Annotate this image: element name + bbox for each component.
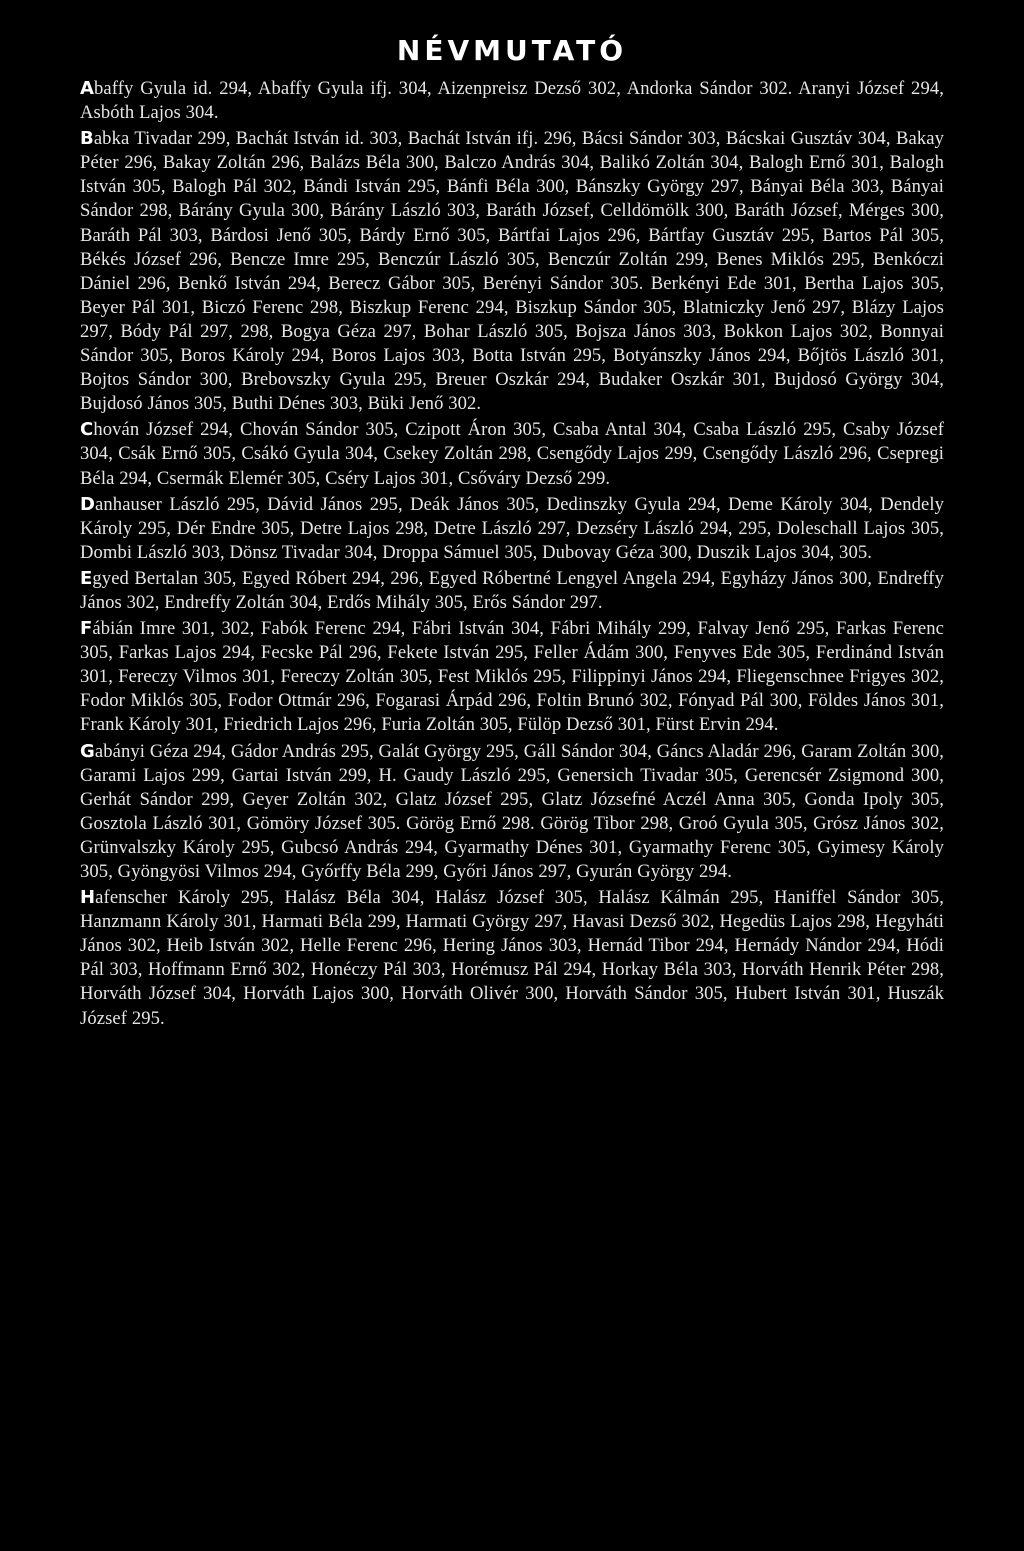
section-text: afenscher Károly 295, Halász Béla 304, Halász József 305, Halász Kálmán 295, Haniffel Sándor 305, Hanzmann Károly 301, Harmati Béla 299, Harmati György 297, Havasi Dezső 302, Hegedüs Lajos 298, Hegyháti János 302, Heib István 302, Helle Ferenc 296, Hering János 303, Hernád Tibor 294, Hernády Nándor 294, Hódi Pál 303, Hoffmann Ernő 302, Honéczy Pál 303, Horémusz Pál 294, Horkay Béla 303, Horváth Henrik Péter 298, Horváth József 304, Horváth Lajos 300, Horváth Olivér 300, Horváth Sándor 305, Hubert István 301, Huszák József 295. (80, 887, 944, 1029)
section-text: anhauser László 295, Dávid János 295, Deák János 305, Dedinszky Gyula 294, Deme Károly 304, Dendely Károly 295, Dér Endre 305, Detre Lajos 298, Detre László 297, Dezséry László 294, 295, Doleschall Lajos 305, Dombi László 303, Dönsz Tivadar 304, Droppa Sámuel 305, Dubovay Géza 300, Duszik Lajos 304, 305. (80, 493, 944, 563)
section-text: abányi Géza 294, Gádor András 295, Galát György 295, Gáll Sándor 304, Gáncs Aladár 296, Garam Zoltán 300, Garami Lajos 299, Gartai István 299, H. Gaudy László 295, Genersich Tivadar 305, Gerencsér Zsigmond 300, Gerhát Sándor 299, Geyer Zoltán 302, Glatz József 295, Glatz Józsefné Aczél Anna 305, Gonda Ipoly 305, Gosztola László 301, Gömöry József 305. Görög Ernő 298. Görög Tibor 298, Groó Gyula 305, Grósz János 302, Grünvalszky Károly 295, Gubcsó András 294, Gyarmathy Dénes 301, Gyarmathy Ferenc 305, Gyimesy Károly 305, Gyöngyösi Vilmos 294, Győrffy Béla 299, Győri János 297, Gyurán György 294. (80, 740, 944, 882)
index-entries (80, 77, 944, 1031)
section-letter: B (80, 128, 94, 150)
section-letter: H (80, 887, 96, 909)
section-text: abka Tivadar 299, Bachát István id. 303, Bachát István ifj. 296, Bácsi Sándor 303, Bácskai Gusztáv 304, Bakay Péter 296, Bakay Zoltán 296, Balázs Béla 300, Balczo András 304, Balikó Zoltán 304, Balogh Ernő 301, Balogh István 305, Balogh Pál 302, Bándi István 295, Bánfi Béla 300, Bánszky György 297, Bányai Béla 303, Bányai Sándor 298, Bárány Gyula 300, Bárány László 303, Baráth József, Celldömölk 300, Baráth József, Mérges 300, Baráth Pál 303, Bárdosi Jenő 305, Bárdy Ernő 305, Bártfai Lajos 296, Bártfay Gusztáv 295, Bartos Pál 305, Békés József 296, Bencze Imre 295, Benczúr László 305, Benczúr Zoltán 299, Benes Miklós 295, Benkóczi Dániel 296, Benkő István 294, Berecz Gábor 305, Berényi Sándor 305. Berkényi Ede 301, Bertha Lajos 305, Beyer Pál 301, Biczó Ferenc 298, Biszkup Ferenc 294, Biszkup Sándor 305, Blatniczky Jenő 297, Blázy Lajos 297, Bódy Pál 297, 298, Bogya Géza 297, Bohar László 305, Bojsza János 303, Bokkon Lajos 302, Bonnyai Sándor 305, Boros Károly 294, Boros Lajos 303, Botta István 295, Botyánszky János 294, Bőjtös László 301, Bojtos Sándor 300, Brebovszky Gyula 295, Breuer Oszkár 294, Budaker Oszkár 301, Bujdosó György 304, Bujdosó János 305, Buthi Dénes 303, Büki Jenő 302. (80, 128, 944, 415)
section-letter: C (80, 419, 94, 441)
page-title: NÉVMUTATÓ (396, 34, 628, 67)
section-letter: G (80, 740, 95, 762)
section-letter: E (80, 567, 93, 589)
index-section-b (80, 127, 944, 416)
section-text: baffy Gyula id. 294, Abaffy Gyula ifj. 304, Aizenpreisz Dezső 302, Andorka Sándor 302. Aranyi József 294, Asbóth Lajos 304. (80, 78, 944, 124)
section-text: gyed Bertalan 305, Egyed Róbert 294, 296, Egyed Róbertné Lengyel Angela 294, Egyházy János 300, Endreffy János 302, Endreffy Zoltán 304, Erdős Mihály 305, Erős Sándor 297. (80, 567, 944, 613)
index-section-d (80, 493, 944, 565)
section-letter: F (80, 618, 93, 640)
index-section-a (80, 77, 944, 125)
index-section-c (80, 418, 944, 490)
section-letter: A (80, 78, 95, 99)
index-section-e (80, 567, 944, 615)
index-section-g (80, 740, 944, 885)
section-letter: D (80, 493, 96, 515)
index-section-h (80, 886, 944, 1031)
index-section-f (80, 617, 944, 737)
section-text: ábián Imre 301, 302, Fabók Ferenc 294, Fábri István 304, Fábri Mihály 299, Falvay Jenő 295, Farkas Ferenc 305, Farkas Lajos 294, Fecske Pál 296, Fekete István 295, Feller Ádám 300, Fenyves Ede 305, Ferdinánd István 301, Fereczy Vilmos 301, Fereczy Zoltán 305, Fest Miklós 295, Filippinyi János 294, Fliegenschnee Frigyes 302, Fodor Miklós 305, Fodor Ottmár 296, Fogarasi Árpád 296, Foltin Brunó 302, Fónyad Pál 300, Földes János 301, Frank Károly 301, Friedrich Lajos 296, Furia Zoltán 305, Fülöp Dezső 301, Fürst Ervin 294. (80, 618, 944, 736)
section-text: hován József 294, Chován Sándor 305, Czipott Áron 305, Csaba Antal 304, Csaba László 295, Csaby József 304, Csák Ernő 305, Csákó Gyula 304, Csekey Zoltán 298, Csengődy Lajos 299, Csengődy László 296, Csepregi Béla 294, Csermák Elemér 305, Cséry Lajos 301, Csőváry Dezső 299. (80, 419, 944, 489)
